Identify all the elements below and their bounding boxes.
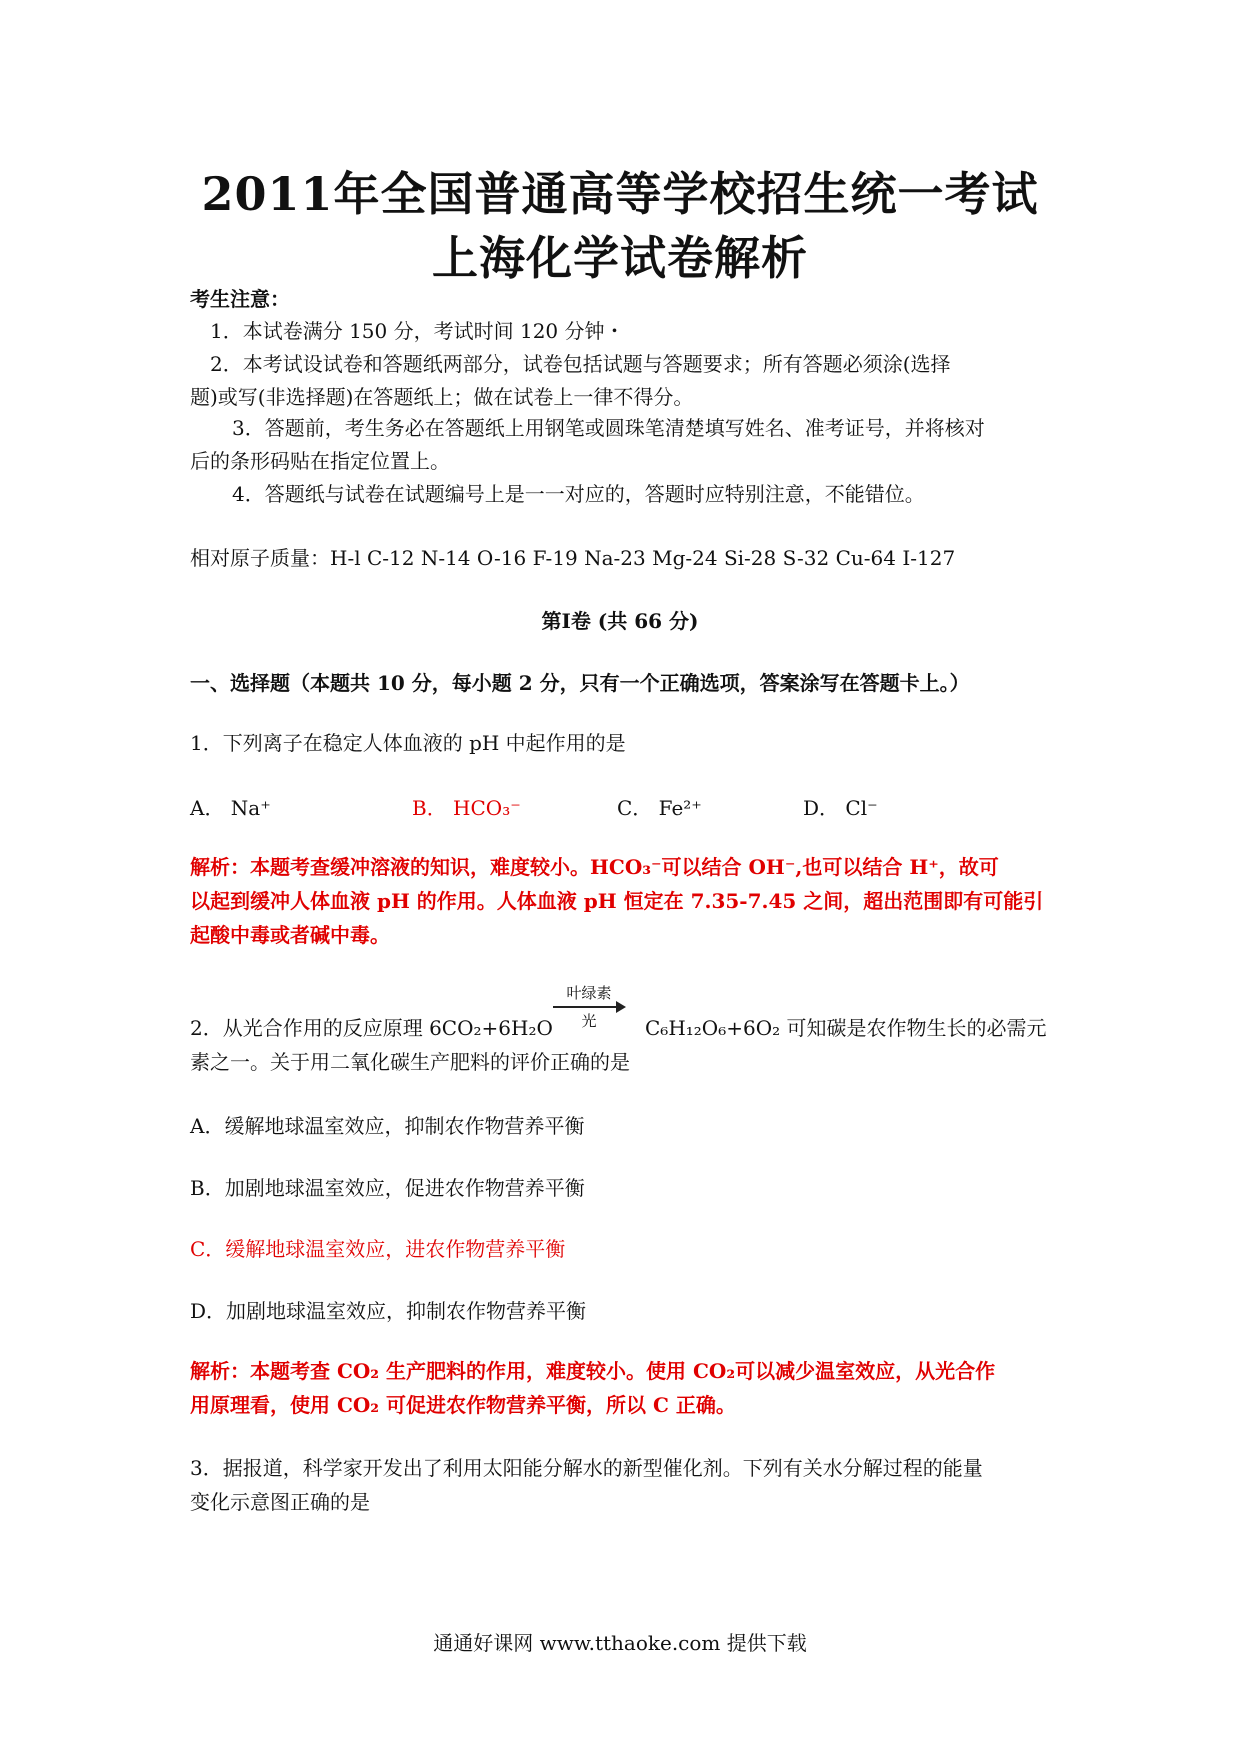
arrow-condition-bottom: 光 xyxy=(581,1012,597,1030)
question-2-stem-part1: 2．从光合作用的反应原理 6CO₂+6H₂O xyxy=(190,1016,553,1040)
notice-item-2-line2: 题)或写(非选择题)在答题纸上；做在试卷上一律不得分。 xyxy=(190,385,694,409)
page-footer: 通通好课网 www.tthaoke.com 提供下载 xyxy=(433,1631,807,1655)
question-1-option-d: D． Cl⁻ xyxy=(803,796,878,820)
notice-item-3-line1: 3．答题前，考生务必在答题纸上用钢笔或圆珠笔清楚填写姓名、准考证号，并将核对 xyxy=(232,416,985,440)
page-title-line1: 2011年全国普通高等学校招生统一考试 xyxy=(201,167,1039,221)
notice-item-2-line1: 2．本考试设试卷和答题纸两部分，试卷包括试题与答题要求；所有答题必须涂(选择 xyxy=(210,352,951,376)
question-1-stem: 1．下列离子在稳定人体血液的 pH 中起作用的是 xyxy=(190,731,626,755)
notice-item-1: 1．本试卷满分 150 分，考试时间 120 分钟・ xyxy=(210,319,625,343)
question-2-analysis-line1: 解析：本题考查 CO₂ 生产肥料的作用，难度较小。使用 CO₂可以减少温室效应，从光合作 xyxy=(190,1359,996,1383)
question-1-option-c: C． Fe²⁺ xyxy=(617,796,702,820)
question-2-option-d: D．加剧地球温室效应，抑制农作物营养平衡 xyxy=(190,1299,587,1323)
volume-title: 第I卷 (共 66 分) xyxy=(541,609,699,633)
question-2-option-a: A．缓解地球温室效应，抑制农作物营养平衡 xyxy=(190,1114,585,1138)
notice-heading: 考生注意： xyxy=(190,287,290,311)
arrow-shaft xyxy=(553,1006,619,1008)
question-2-option-b: B．加剧地球温室效应，促进农作物营养平衡 xyxy=(190,1176,585,1200)
page-title-line2: 上海化学试卷解析 xyxy=(432,231,808,285)
question-2-stem-line2: 素之一。关于用二氧化碳生产肥料的评价正确的是 xyxy=(190,1050,630,1074)
question-2-stem-part2: C₆H₁₂O₆+6O₂ 可知碳是农作物生长的必需元 xyxy=(645,1016,1047,1040)
question-1-analysis-line3: 起酸中毒或者碱中毒。 xyxy=(190,923,390,947)
question-1-analysis-line1: 解析：本题考查缓冲溶液的知识，难度较小。HCO₃⁻可以结合 OH⁻,也可以结合 H⁺，故可 xyxy=(190,855,999,879)
question-1-analysis-line2: 以起到缓冲人体血液 pH 的作用。人体血液 pH 恒定在 7.35-7.45 之间，超出范围即有可能引 xyxy=(190,889,1044,913)
part-title: 一、选择题（本题共 10 分，每小题 2 分，只有一个正确选项，答案涂写在答题卡上。） xyxy=(190,671,970,695)
question-2-analysis-line2: 用原理看，使用 CO₂ 可促进农作物营养平衡，所以 C 正确。 xyxy=(190,1393,736,1417)
notice-item-4: 4．答题纸与试卷在试题编号上是一一对应的，答题时应特别注意，不能错位。 xyxy=(232,482,925,506)
question-1-option-b: B． HCO₃⁻ xyxy=(412,796,521,820)
reaction-arrow xyxy=(553,982,625,1032)
question-3-stem-line2: 变化示意图正确的是 xyxy=(190,1490,370,1514)
atomic-mass-line: 相对原子质量：H-l C-12 N-14 O-16 F-19 Na-23 Mg-24 Si-28 S-32 Cu-64 I-127 xyxy=(190,546,956,570)
question-2-option-c: C．缓解地球温室效应，进农作物营养平衡 xyxy=(190,1237,566,1261)
arrow-condition-top: 叶绿素 xyxy=(566,984,612,1002)
question-3-stem-line1: 3．据报道，科学家开发出了利用太阳能分解水的新型催化剂。下列有关水分解过程的能量 xyxy=(190,1456,983,1480)
notice-item-3-line2: 后的条形码贴在指定位置上。 xyxy=(190,449,450,473)
question-1-option-a: A． Na⁺ xyxy=(190,796,271,820)
